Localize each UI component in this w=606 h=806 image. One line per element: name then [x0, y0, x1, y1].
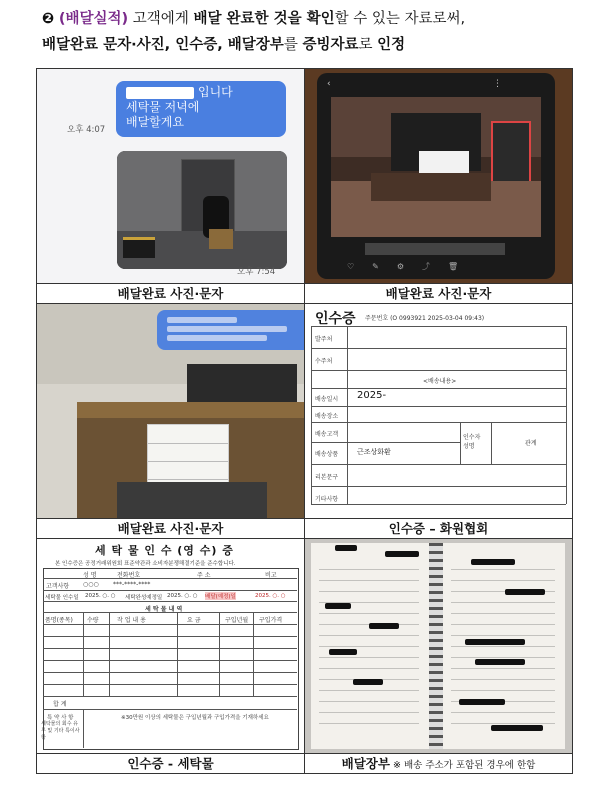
- cell-value: 2025. ○. ○: [167, 593, 198, 599]
- row-label: 세탁물 인수일: [45, 595, 79, 601]
- order-number: 주문번호 (O 0993921 2025-03-04 09:43): [365, 315, 485, 322]
- cell-value: ※30만원 이상의 세탁물은 구입년월과 구입가격을 기재하세요: [121, 715, 269, 721]
- cell-value: 2025. ○. ○: [85, 593, 116, 599]
- receiver-label: 인수자 성명: [463, 434, 481, 450]
- chat-line: 배달할게요: [126, 115, 184, 129]
- section-title: 세 탁 물 내 역: [145, 606, 183, 613]
- laundry-note: 본 인수증은 공정거래위원회 표준약관과 소비자분쟁해결기준을 준수합니다.: [55, 561, 236, 567]
- caption-bold: 배달장부: [341, 756, 390, 771]
- thumbnail-strip[interactable]: [365, 243, 505, 255]
- intro-bold: 증빙자료: [302, 37, 359, 53]
- intro-paragraph: [42, 6, 590, 58]
- chat-bubble: [157, 310, 305, 350]
- intro-line-1: [42, 6, 590, 32]
- row-label: 세탁물의 회수 유무 및 기타 특이사항: [41, 721, 80, 741]
- phone-photo: [331, 97, 541, 237]
- back-arrow-icon[interactable]: ‹: [327, 79, 331, 89]
- intro-bold: 인정: [377, 37, 406, 53]
- col-header: 구입년월: [225, 617, 249, 624]
- cell-value: 2025. ○. ○: [255, 593, 286, 599]
- product-value: 근조상화환: [357, 448, 391, 456]
- photo-desk-delivery: [37, 304, 305, 519]
- row-label: 기타사항: [315, 496, 339, 503]
- receipt-laundry-doc: [37, 539, 305, 754]
- delivery-photo: [117, 151, 287, 269]
- evidence-grid: [36, 68, 573, 774]
- photo-chat-message: [37, 69, 305, 284]
- col-header: 주 소: [197, 572, 211, 579]
- intro-sep: ,: [217, 37, 228, 53]
- item-number: ❷: [42, 11, 55, 27]
- intro-bold: 인수증: [175, 37, 218, 53]
- row-label: 특 약 사 항: [47, 715, 74, 721]
- col-header: 전화번호: [117, 572, 141, 579]
- caption: 인수증 - 세탁물: [37, 754, 305, 774]
- intro-text: 를: [283, 37, 303, 53]
- col-header: 요 금: [187, 617, 201, 624]
- chat-line: 입니다: [198, 85, 233, 99]
- row-label: 배송장소: [315, 413, 339, 420]
- row-label: 수주처: [315, 358, 333, 365]
- desk-top: [77, 402, 305, 418]
- cell-value: ***-****-****: [113, 581, 151, 588]
- row-label: 고객사항: [46, 583, 70, 590]
- spiral-binding: [429, 543, 443, 749]
- col-header: 품명(종목): [45, 617, 73, 624]
- chat-time: 오후 4:07: [67, 125, 106, 135]
- chat-line: 세탁물 저녁에: [126, 100, 200, 114]
- receipt-flower-doc: [305, 304, 573, 519]
- caption: 배달완료 사진·문자: [37, 519, 305, 539]
- col-header: 수량: [87, 617, 99, 624]
- date-value: 2025-: [357, 390, 387, 401]
- receipt-title: 인수증: [315, 311, 356, 327]
- row-label: 배송일시: [315, 396, 339, 403]
- intro-text: 로: [358, 37, 378, 53]
- intro-highlight: (배달실적): [58, 11, 129, 27]
- photo-delivery-ledger: [305, 539, 573, 754]
- caption: 배달완료 사진·문자: [305, 284, 573, 304]
- menu-icon[interactable]: ⋮: [493, 79, 502, 89]
- floor-mat: [117, 482, 267, 518]
- photo-time: 오후 7:54: [237, 267, 276, 277]
- row-label: 배송상품: [315, 451, 339, 458]
- cell-value: ○○○: [83, 581, 99, 588]
- intro-sep: ,: [164, 37, 176, 53]
- chat-bubble: [116, 81, 286, 137]
- intro-text: 할 수 있는 자료로써,: [334, 11, 466, 27]
- photo-phone-capture: [305, 69, 573, 284]
- intro-bold: 배달 완료한 것을 확인: [193, 11, 335, 27]
- caption-ledger: [305, 754, 573, 774]
- row-label: 합 계: [53, 701, 67, 708]
- col-header: 구입가격: [259, 617, 283, 624]
- relation-label: 관계: [525, 440, 537, 447]
- phone-frame: [317, 73, 555, 279]
- monitor: [187, 364, 297, 404]
- row-label: 배달(예정)일: [205, 594, 236, 600]
- intro-bold: 배달완료 문자·사진: [42, 37, 165, 53]
- intro-text: 고객에게: [128, 11, 194, 27]
- row-label: 발주처: [315, 336, 333, 343]
- caption: 배달완료 사진·문자: [37, 284, 305, 304]
- intro-bold: 배달장부: [227, 37, 284, 53]
- col-header: 작 업 내 용: [117, 617, 146, 624]
- caption-note: ※ 배송 주소가 포함된 경우에 한함: [389, 760, 536, 771]
- section-title: <배송내용>: [423, 378, 457, 385]
- row-label: 리본문구: [315, 474, 339, 481]
- intro-line-2: [42, 32, 590, 58]
- phone-toolbar[interactable]: ♡✎⚙⤴🗑: [347, 262, 477, 271]
- row-label: 배송고객: [315, 431, 339, 438]
- laundry-title: 세 탁 물 인 수 (영 수) 증: [95, 544, 234, 557]
- row-label: 세탁완성예정일: [125, 595, 163, 601]
- col-header: 비고: [265, 572, 277, 579]
- col-header: 성 명: [83, 572, 97, 579]
- caption: 인수증 – 화원협회: [305, 519, 573, 539]
